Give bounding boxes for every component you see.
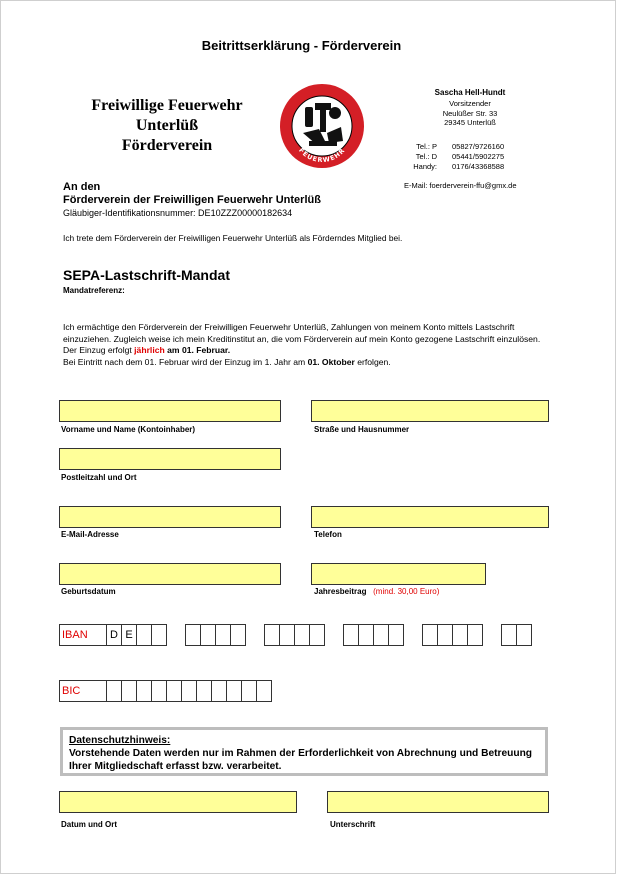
iban-digit[interactable] [309,624,325,646]
bic-digit[interactable] [256,680,272,702]
iban-digit[interactable] [452,624,468,646]
street-label: Straße und Hausnummer [314,425,410,434]
bic-field[interactable] [59,680,272,702]
bic-digit[interactable] [106,680,122,702]
phone-mobile: 0176/43368588 [452,162,505,171]
iban-digit[interactable] [358,624,374,646]
iban-digit[interactable] [230,624,246,646]
page-title: Beitrittserklärung - Förderverein [201,38,402,53]
phone-label-work: Tel.: D [415,152,437,161]
phone-private: 05827/9726160 [452,142,505,151]
iban-digit[interactable] [373,624,389,646]
iban-digit[interactable] [516,624,532,646]
iban-digit[interactable] [437,624,453,646]
phone-label: Telefon [314,530,342,539]
privacy-notice [60,727,548,776]
iban-field[interactable] [59,624,167,646]
sepa-authorization-text: Ich ermächtige den Förderverein der Freiwilligen Feuerwehr Unterlüß, Zahlungen von meinem Konto mittels Lastschrift einzuziehen. Zugleich weise ich mein Kreditinstitut an, die vom Förderverein auf mein Konto gezogene Lastschrift einzulösen. Der Einzug erfolgt jährlich am 01. Februar. Bei Eintritt nach dem 01. Februar wird der Einzug im 1. Jahr am 01. Oktober erfolgen. [63,322,541,367]
phone-label-private: Tel.: P [416,142,437,151]
signature-field[interactable] [327,791,549,813]
iban-group [501,624,532,646]
bic-digit[interactable] [151,680,167,702]
iban-digit[interactable] [136,624,152,646]
iban-label: IBAN [59,624,107,646]
street-field[interactable] [311,400,549,422]
date-place-label: Datum und Ort [61,820,117,829]
iban-digit[interactable] [151,624,167,646]
date-place-field[interactable] [59,791,297,813]
annual-fee-note: (mind. 30,00 Euro) [373,587,440,596]
mandate-reference: Mandatreferenz: [63,286,125,295]
iban-digit[interactable] [467,624,483,646]
iban-digit[interactable] [294,624,310,646]
sepa-title: SEPA-Lastschrift-Mandat [63,267,230,283]
creditor-id: Gläubiger-Identifikationsnummer: DE10ZZZ00000182634 [63,208,293,218]
bic-digit[interactable] [211,680,227,702]
bic-digit[interactable] [196,680,212,702]
zip-city-field[interactable] [59,448,281,470]
zip-city-label: Postleitzahl und Ort [61,473,137,482]
svg-text:FEUERWEHR: FEUERWEHR [297,146,347,165]
iban-digit[interactable] [279,624,295,646]
bic-digit[interactable] [181,680,197,702]
iban-digit[interactable]: E [121,624,137,646]
contact-email: E-Mail: foerderverein-ffu@gmx.de [404,181,517,190]
bic-digit[interactable] [121,680,137,702]
bic-digit[interactable] [166,680,182,702]
iban-group [185,624,246,646]
bic-digit[interactable] [136,680,152,702]
iban-digit[interactable]: D [106,624,122,646]
iban-digit[interactable] [343,624,359,646]
iban-group [422,624,483,646]
privacy-heading: Datenschutzhinweis: [69,735,171,746]
phone-work: 05441/5902275 [452,152,505,161]
iban-digit[interactable] [422,624,438,646]
contact-city: 29345 Unterlüß [444,118,496,127]
iban-digit[interactable] [200,624,216,646]
iban-group [343,624,404,646]
iban-digit[interactable] [264,624,280,646]
name-label: Vorname und Name (Kontoinhaber) [61,425,196,434]
phone-label-mobile: Handy: [413,162,437,171]
iban-digit[interactable] [501,624,517,646]
contact-street: Neulüßer Str. 33 [442,109,498,118]
annual-fee-field[interactable] [311,563,486,585]
organization-name: Freiwillige Feuerwehr Unterlüß Förderverein [91,97,243,154]
bic-digit[interactable] [241,680,257,702]
birthdate-label: Geburtsdatum [61,587,116,596]
name-field[interactable] [59,400,281,422]
recipient-line2: Förderverein der Freiwilligen Feuerwehr Unterlüß [63,194,321,206]
privacy-text: Vorstehende Daten werden nur im Rahmen der Erforderlichkeit von Abrechnung und Betreuung Ihrer Mitgliedschaft erfasst bzw. verarbeitet. [69,748,533,772]
email-field[interactable] [59,506,281,528]
contact-name: Sascha Hell-Hundt [434,88,506,97]
annual-fee-label: Jahresbeitrag (mind. 30,00 Euro) [314,587,440,596]
email-label: E-Mail-Adresse [61,530,119,539]
signature-label: Unterschrift [330,820,376,829]
iban-group [264,624,325,646]
recipient-line1: An den [63,181,101,193]
iban-digit[interactable] [388,624,404,646]
contact-role: Vorsitzender [449,99,491,108]
bic-label: BIC [59,680,107,702]
membership-statement: Ich trete dem Förderverein der Freiwilligen Feuerwehr Unterlüß als Förderndes Mitglied bei. [63,233,403,243]
iban-digit[interactable] [215,624,231,646]
iban-digit[interactable] [185,624,201,646]
fire-brigade-logo [279,83,365,169]
phone-field[interactable] [311,506,549,528]
bic-digit[interactable] [226,680,242,702]
birthdate-field[interactable] [59,563,281,585]
